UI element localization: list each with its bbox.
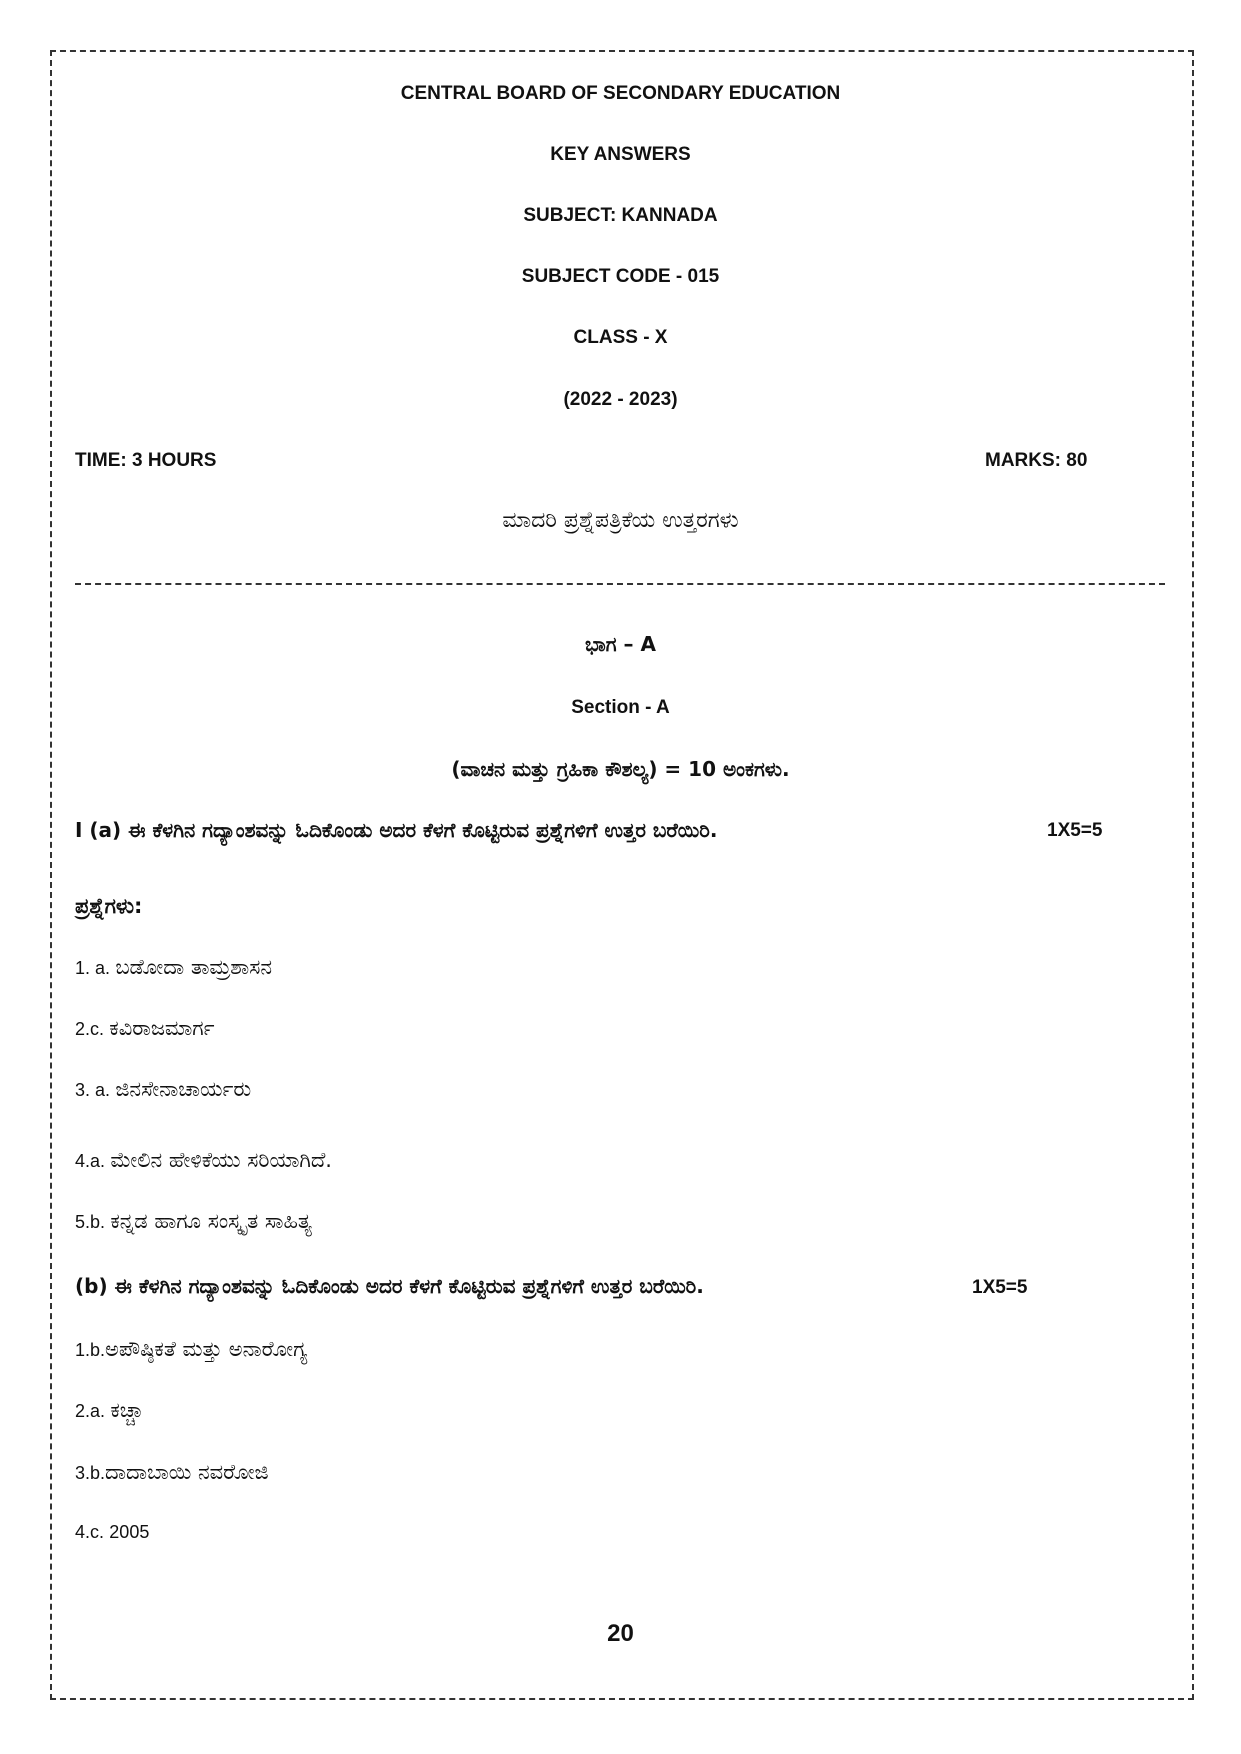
kannada-title: ಮಾದರಿ ಪ್ರಶ್ನೆಪತ್ರಿಕೆಯ ಉತ್ತರಗಳು — [502, 508, 739, 533]
answer-item — [75, 955, 272, 980]
answer-number: 1. a. — [75, 958, 111, 978]
answer-number: 3.b. — [75, 1463, 106, 1483]
part-a-instruction: I (a) ಈ ಕೆಳಗಿನ ಗದ್ಯಾಂಶವನ್ನು ಓದಿಕೊಂಡು ಅದರ ಕೆಳಗೆ ಕೊಟ್ಟಿರುವ ಪ್ರಶ್ನೆಗಳಿಗೆ ಉತ್ತರ ಬರೆಯಿರಿ. — [75, 818, 718, 842]
answer-item — [75, 1209, 312, 1234]
answer-item — [75, 1398, 144, 1423]
answer-text: ಕಚ್ಚಾ — [110, 1398, 144, 1422]
subject-code: SUBJECT CODE - 015 — [521, 266, 720, 287]
divider — [75, 583, 1165, 585]
answer-number: 5.b. — [75, 1212, 106, 1232]
answer-item — [75, 1016, 215, 1041]
answer-text: ಮೇಲಿನ ಹೇಳಿಕೆಯು ಸರಿಯಾಗಿದೆ. — [110, 1148, 332, 1172]
answer-number: 2.a. — [75, 1401, 106, 1421]
answer-item — [75, 1522, 149, 1544]
subject: SUBJECT: KANNADA — [523, 205, 718, 226]
section-kannada-heading: ಭಾಗ – A — [585, 632, 656, 656]
answer-text: ದಾದಾಬಾಯಿ ನವರೋಜಿ — [105, 1460, 269, 1484]
part-b-marks: 1X5=5 — [972, 1277, 1028, 1298]
answer-item — [75, 1460, 269, 1485]
answer-number: 3. a. — [75, 1080, 111, 1100]
answer-text: ಅಪೌಷ್ಠಿಕತೆ ಮತ್ತು ಅನಾರೋಗ್ಯ — [105, 1337, 308, 1361]
answer-item — [75, 1337, 307, 1362]
year: (2022 - 2023) — [563, 389, 678, 410]
answer-item — [75, 1077, 251, 1102]
answer-text: ಕನ್ನಡ ಹಾಗೂ ಸಂಸ್ಕೃತ ಸಾಹಿತ್ಯ — [110, 1209, 312, 1233]
class: CLASS - X — [573, 327, 668, 348]
answer-item — [75, 1148, 332, 1173]
board-title: CENTRAL BOARD OF SECONDARY EDUCATION — [400, 83, 841, 104]
answer-text: ಜಿನಸೇನಾಚಾರ್ಯರು — [115, 1077, 252, 1101]
answer-text: 2005 — [109, 1522, 150, 1542]
skill-line: (ವಾಚನ ಮತ್ತು ಗ್ರಹಿಕಾ ಕೌಶಲ್ಯ) = 10 ಅಂಕಗಳು. — [451, 757, 790, 781]
answer-number: 2.c. — [75, 1019, 105, 1039]
answer-number: 1.b. — [75, 1340, 106, 1360]
section-english-heading: Section - A — [571, 697, 670, 718]
answer-number: 4.c. — [75, 1522, 105, 1542]
answer-text: ಕವಿರಾಜಮಾರ್ಗ — [109, 1016, 215, 1040]
part-a-marks: 1X5=5 — [1047, 820, 1103, 841]
marks-label: MARKS: 80 — [985, 450, 1088, 471]
doc-type: KEY ANSWERS — [550, 144, 691, 165]
answer-text: ಬಡೋದಾ ತಾಮ್ರಶಾಸನ — [115, 955, 273, 979]
part-b-instruction: (b) ಈ ಕೆಳಗಿನ ಗದ್ಯಾಂಶವನ್ನು ಓದಿಕೊಂಡು ಅದರ ಕೆಳಗೆ ಕೊಟ್ಟಿರುವ ಪ್ರಶ್ನೆಗಳಿಗೆ ಉತ್ತರ ಬರೆಯಿರಿ. — [75, 1274, 704, 1298]
questions-label: ಪ್ರಶ್ನೆಗಳು: — [75, 894, 143, 918]
page-number: 20 — [607, 1620, 634, 1647]
page-border — [50, 50, 1194, 1700]
answer-number: 4.a. — [75, 1151, 106, 1171]
time-label: TIME: 3 HOURS — [75, 450, 217, 471]
